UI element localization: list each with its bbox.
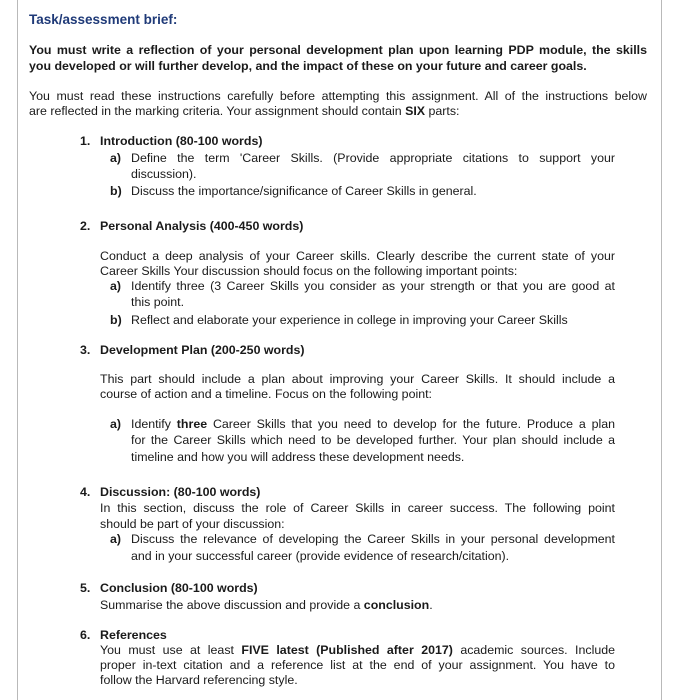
section-4-a-label: a) xyxy=(110,532,122,546)
section-3-a-line-2: for the Career Skills which need to be developed further. Your plan should include a xyxy=(131,433,615,447)
section-4-para-line-1: In this section, discuss the role of Career Skills in career success. The following point xyxy=(100,501,615,515)
section-1-title: Introduction (80-100 words) xyxy=(100,134,263,148)
section-2-b-label: b) xyxy=(110,313,122,327)
section-3-a-line-3: timeline and how you will address these development needs. xyxy=(131,450,465,464)
section-6-para-line-1: You must use at least FIVE latest (Published after 2017) academic sources. Include xyxy=(100,643,616,657)
section-2-a-label: a) xyxy=(110,279,122,293)
section-2-a-line-1: Identify three (3 Career Skills you consider as your strength or that you are good at xyxy=(131,279,615,293)
lead-line-1: You must write a reflection of your personal development plan upon learning PDP module, the skills xyxy=(29,43,647,57)
section-4-a-line-1: Discuss the relevance of developing the Career Skills in your personal development xyxy=(131,532,615,546)
section-1-number: 1. xyxy=(80,134,91,148)
section-3-para-line-2: course of action and a timeline. Focus on the following point: xyxy=(100,387,432,401)
section-2-para-line-1: Conduct a deep analysis of your Career skills. Clearly describe the current state of your xyxy=(100,249,615,263)
section-4-number: 4. xyxy=(80,485,91,499)
section-4-a-line-2: and in your successful career (provide evidence of research/citation). xyxy=(131,549,510,563)
section-6-para-line-3: follow the Harvard referencing style. xyxy=(100,673,298,687)
intro-line-2: are reflected in the marking criteria. Your assignment should contain SIX parts: xyxy=(29,104,460,118)
section-3-title: Development Plan (200-250 words) xyxy=(100,343,305,357)
section-1-a-line-2: discussion). xyxy=(131,167,197,181)
section-2-number: 2. xyxy=(80,219,91,233)
section-4-title: Discussion: (80-100 words) xyxy=(100,485,261,499)
section-1-a-label: a) xyxy=(110,151,122,165)
section-5-number: 5. xyxy=(80,581,91,595)
section-3-number: 3. xyxy=(80,343,91,357)
section-2-b-line-1: Reflect and elaborate your experience in college in improving your Career Skills xyxy=(131,313,568,327)
section-2-title: Personal Analysis (400-450 words) xyxy=(100,219,304,233)
section-3-a-label: a) xyxy=(110,417,122,431)
section-1-a-line-1: Define the term 'Career Skills. (Provide appropriate citations to support your xyxy=(131,151,615,165)
section-6-title: References xyxy=(100,628,167,642)
section-5-title: Conclusion (80-100 words) xyxy=(100,581,258,595)
lead-line-2: you developed or will further develop, and the impact of these on your future and career goals. xyxy=(29,59,587,73)
section-3-para-line-1: This part should include a plan about improving your Career Skills. It should include a xyxy=(100,372,615,386)
section-1-b-line-1: Discuss the importance/significance of Career Skills in general. xyxy=(131,184,477,198)
section-6-number: 6. xyxy=(80,628,91,642)
section-1-b-label: b) xyxy=(110,184,122,198)
section-2-para-line-2: Career Skills Your discussion should focus on the following important points: xyxy=(100,264,518,278)
section-2-a-line-2: this point. xyxy=(131,295,185,309)
section-4-para-line-2: should be part of your discussion: xyxy=(100,517,285,531)
section-5-para: Summarise the above discussion and provide a conclusion. xyxy=(100,598,433,612)
page-title: Task/assessment brief: xyxy=(29,12,178,27)
section-3-a-line-1: Identify three Career Skills that you need to develop for the future. Produce a plan xyxy=(131,417,615,431)
intro-line-1: You must read these instructions carefully before attempting this assignment. All of the instructions below xyxy=(29,89,647,103)
section-6-para-line-2: proper in-text citation and a reference list at the end of your assignment. You have to xyxy=(100,658,615,672)
